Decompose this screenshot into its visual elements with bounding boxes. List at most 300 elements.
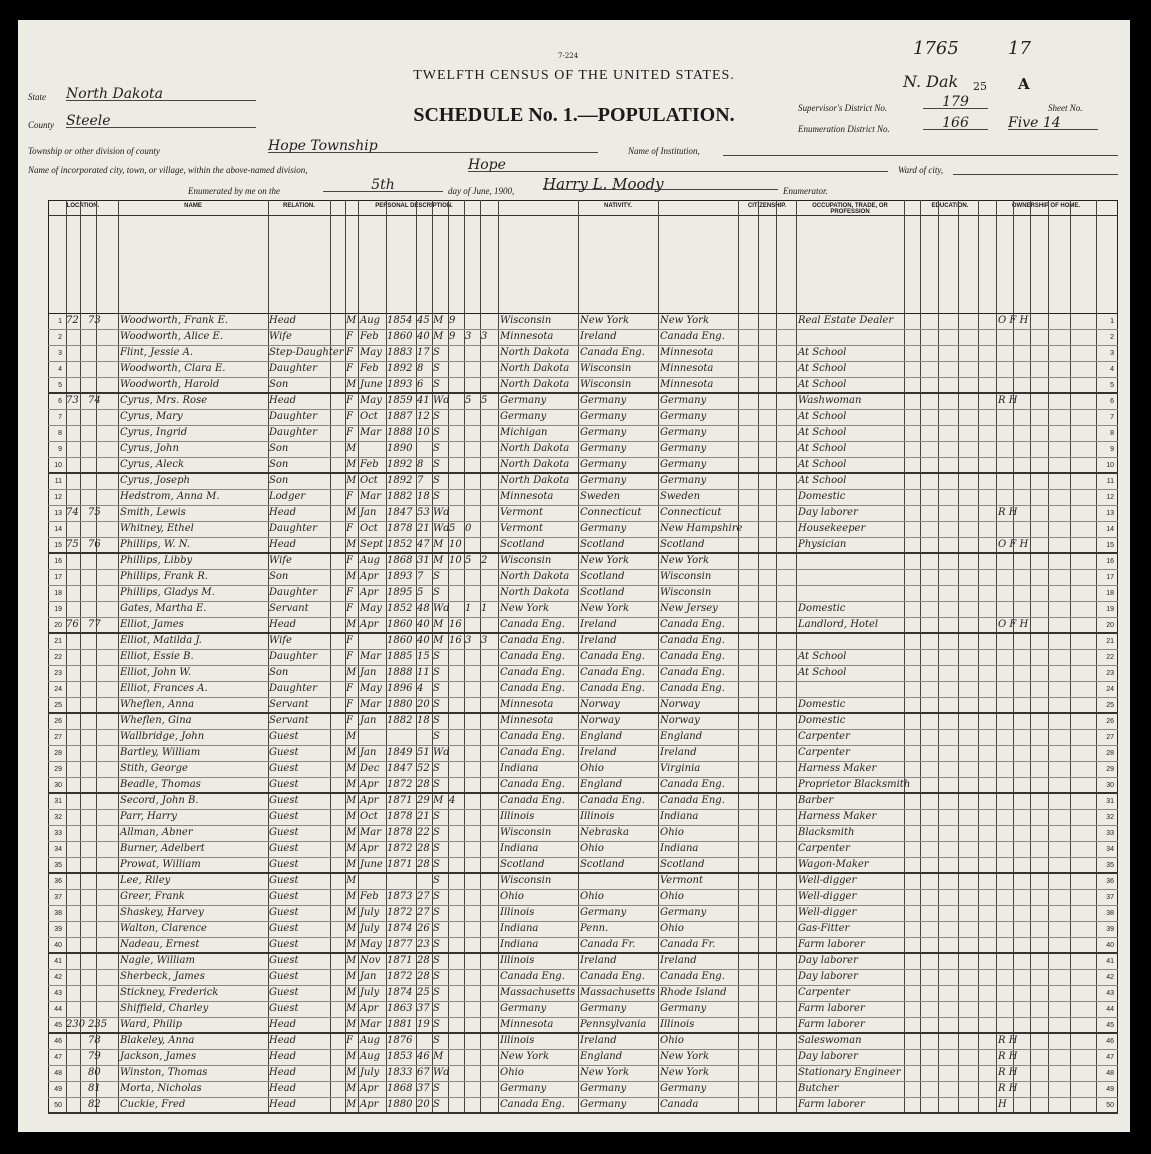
birth-year: 1863	[387, 1003, 413, 1014]
father-birthplace: Massachusetts	[580, 987, 656, 998]
person-name: Shiffield, Charley	[120, 1003, 209, 1014]
line-number: 23	[54, 670, 62, 677]
relation: Servant	[269, 699, 309, 710]
years-married: 9	[449, 331, 456, 342]
table-row	[48, 666, 1118, 682]
occupation: Barber	[798, 795, 834, 806]
relation: Guest	[269, 955, 299, 966]
birthplace: Indiana	[500, 939, 539, 950]
person-name: Elliot, John W.	[120, 667, 192, 678]
father-birthplace: New York	[580, 315, 629, 326]
line-number: 38	[54, 910, 62, 917]
marital-status: S	[433, 411, 440, 422]
person-name: Cyrus, Joseph	[120, 475, 190, 486]
birth-month: June	[360, 859, 383, 870]
mother-birthplace: Canada Eng.	[660, 971, 725, 982]
age: 11	[417, 667, 430, 678]
incorporated-value: Hope	[468, 157, 888, 172]
county-label: County	[28, 120, 54, 130]
line-number: 5	[1110, 382, 1114, 389]
father-birthplace: Canada Eng.	[580, 683, 645, 694]
age: 7	[417, 475, 424, 486]
relation: Daughter	[269, 651, 317, 662]
marital-status: Wd	[433, 523, 450, 534]
marital-status: S	[433, 427, 440, 438]
table-row	[48, 826, 1118, 842]
table-row	[48, 714, 1118, 730]
line-number: 1	[58, 318, 62, 325]
age: 6	[417, 379, 424, 390]
relation: Son	[269, 443, 289, 454]
marital-status: Wd	[433, 1067, 450, 1078]
age: 19	[417, 1019, 430, 1030]
line-number: 47	[54, 1054, 62, 1061]
birth-month: Aug	[360, 555, 381, 566]
sex: F	[346, 427, 353, 438]
birthplace: Indiana	[500, 843, 539, 854]
occupation: At School	[798, 379, 847, 390]
sex: M	[346, 507, 357, 518]
sex: F	[346, 699, 353, 710]
line-number: 14	[1106, 526, 1114, 533]
institution-line	[723, 141, 1118, 156]
birthplace: Wisconsin	[500, 315, 552, 326]
birth-year: 1892	[387, 475, 413, 486]
mother-birthplace: Canada Eng.	[660, 683, 725, 694]
sex: F	[346, 331, 353, 342]
age: 40	[417, 619, 430, 630]
line-number: 9	[1110, 446, 1114, 453]
father-birthplace: New York	[580, 603, 629, 614]
age: 47	[417, 539, 430, 550]
birth-month: May	[360, 347, 382, 358]
population-table	[48, 314, 1118, 1114]
line-number: 26	[54, 718, 62, 725]
mother-birthplace: Ohio	[660, 891, 684, 902]
home-ownership: O F H	[998, 315, 1029, 326]
birthplace: Canada Eng.	[500, 619, 565, 630]
line-number: 44	[1106, 1006, 1114, 1013]
relation: Guest	[269, 971, 299, 982]
father-birthplace: Penn.	[580, 923, 609, 934]
sex: F	[346, 523, 353, 534]
ward-label: Ward of city,	[898, 165, 944, 175]
birth-year: 1868	[387, 555, 413, 566]
sheet-label: Sheet No.	[1048, 103, 1083, 113]
group-ownership: OWNERSHIP OF HOME.	[1011, 203, 1081, 209]
dwelling-number: 76	[66, 619, 79, 630]
mother-birthplace: Ohio	[660, 923, 684, 934]
group-personal: PERSONAL DESCRIPTION.	[375, 203, 453, 209]
marital-status: S	[433, 939, 440, 950]
line-number: 22	[1106, 654, 1114, 661]
father-birthplace: Germany	[580, 411, 627, 422]
person-name: Woodworth, Harold	[120, 379, 220, 390]
sex: M	[346, 475, 357, 486]
mother-birthplace: New York	[660, 555, 709, 566]
birth-month: July	[360, 907, 380, 918]
birth-month: Jan	[360, 507, 377, 518]
birth-month: Aug	[360, 1051, 381, 1062]
line-number: 46	[54, 1038, 62, 1045]
occupation: Carpenter	[798, 987, 850, 998]
line-number: 5	[58, 382, 62, 389]
occupation: Domestic	[798, 699, 846, 710]
table-row	[48, 314, 1118, 330]
birth-year: 1882	[387, 491, 413, 502]
birth-month: Jan	[360, 667, 377, 678]
occupation: Saleswoman	[798, 1035, 862, 1046]
children-born: 5	[465, 395, 472, 406]
sex: M	[346, 779, 357, 790]
age: 27	[417, 891, 430, 902]
birthplace: Massachusetts	[500, 987, 576, 998]
home-ownership: R H	[998, 1051, 1018, 1062]
line-number: 12	[54, 494, 62, 501]
home-ownership: R H	[998, 1035, 1018, 1046]
occupation: Blacksmith	[798, 827, 855, 838]
birth-year: 1873	[387, 891, 413, 902]
birth-year: 1878	[387, 523, 413, 534]
relation: Guest	[269, 811, 299, 822]
enumerated-label: Enumerated by me on the	[188, 186, 280, 196]
mother-birthplace: New York	[660, 1067, 709, 1078]
occupation: Well-digger	[798, 907, 857, 918]
table-row	[48, 762, 1118, 778]
table-row	[48, 602, 1118, 618]
relation: Guest	[269, 939, 299, 950]
birth-year: 1878	[387, 827, 413, 838]
birthplace: Illinois	[500, 907, 535, 918]
marital-status: S	[433, 651, 440, 662]
sex: M	[346, 827, 357, 838]
birth-month: Apr	[360, 587, 379, 598]
marital-status: S	[433, 571, 440, 582]
occupation: Well-digger	[798, 875, 857, 886]
father-birthplace: Ohio	[580, 891, 604, 902]
person-name: Bartley, William	[120, 747, 201, 758]
relation: Step-Daughter	[269, 347, 344, 358]
age: 51	[417, 747, 430, 758]
mother-birthplace: Norway	[660, 715, 700, 726]
occupation: At School	[798, 475, 847, 486]
birth-year: 1888	[387, 427, 413, 438]
birth-month: Apr	[360, 1083, 379, 1094]
father-birthplace: Scotland	[580, 859, 625, 870]
relation: Head	[269, 1019, 297, 1030]
occupation: Day laborer	[798, 507, 858, 518]
marital-status: S	[433, 363, 440, 374]
home-ownership: R H	[998, 1067, 1018, 1078]
family-number: 82	[88, 1099, 101, 1110]
birth-month: July	[360, 987, 380, 998]
birth-year: 1887	[387, 411, 413, 422]
sex: F	[346, 683, 353, 694]
marital-status: S	[433, 987, 440, 998]
birthplace: North Dakota	[500, 363, 570, 374]
sex: M	[346, 955, 357, 966]
age: 20	[417, 1099, 430, 1110]
birth-month: May	[360, 939, 382, 950]
line-number: 43	[1106, 990, 1114, 997]
line-number: 19	[1106, 606, 1114, 613]
sex: M	[346, 843, 357, 854]
marital-status: M	[433, 619, 444, 630]
line-number: 50	[54, 1102, 62, 1109]
table-row	[48, 730, 1118, 746]
table-row	[48, 362, 1118, 378]
mother-birthplace: Norway	[660, 699, 700, 710]
father-birthplace: England	[580, 1051, 623, 1062]
birth-year: 1868	[387, 1083, 413, 1094]
mother-birthplace: Germany	[660, 459, 707, 470]
birth-month: Feb	[360, 331, 379, 342]
father-birthplace: Wisconsin	[580, 379, 632, 390]
marital-status: S	[433, 1003, 440, 1014]
age: 18	[417, 491, 430, 502]
birthplace: Canada Eng.	[500, 651, 565, 662]
age: 67	[417, 1067, 430, 1078]
occupation: Day laborer	[798, 1051, 858, 1062]
marital-status: S	[433, 811, 440, 822]
birthplace: Canada Eng.	[500, 731, 565, 742]
mother-birthplace: Connecticut	[660, 507, 722, 518]
mother-birthplace: Virginia	[660, 763, 701, 774]
person-name: Cyrus, Mary	[120, 411, 183, 422]
mother-birthplace: Ohio	[660, 827, 684, 838]
marital-status: S	[433, 827, 440, 838]
line-number: 39	[54, 926, 62, 933]
line-number: 17	[54, 574, 62, 581]
sheet-corner-number: 17	[1008, 38, 1031, 59]
family-number: 78	[88, 1035, 101, 1046]
birth-year: 1872	[387, 779, 413, 790]
birth-month: June	[360, 379, 383, 390]
relation: Head	[269, 539, 297, 550]
relation: Son	[269, 667, 289, 678]
sex: M	[346, 1003, 357, 1014]
birth-year: 1872	[387, 907, 413, 918]
person-name: Elliot, Matilda J.	[120, 635, 202, 646]
family-number: 76	[88, 539, 101, 550]
line-number: 8	[1110, 430, 1114, 437]
table-row	[48, 874, 1118, 890]
mother-birthplace: Minnesota	[660, 379, 714, 390]
person-name: Cyrus, Aleck	[120, 459, 185, 470]
birthplace: Canada Eng.	[500, 747, 565, 758]
relation: Guest	[269, 747, 299, 758]
line-number: 28	[54, 750, 62, 757]
occupation: Harness Maker	[798, 811, 877, 822]
person-name: Whitney, Ethel	[120, 523, 194, 534]
father-birthplace: Sweden	[580, 491, 621, 502]
mother-birthplace: Germany	[660, 443, 707, 454]
relation: Head	[269, 1035, 297, 1046]
marital-status: S	[433, 667, 440, 678]
birth-year: 1885	[387, 651, 413, 662]
table-row	[48, 490, 1118, 506]
family-number: 80	[88, 1067, 101, 1078]
group-relation: RELATION.	[283, 203, 315, 209]
sex: M	[346, 811, 357, 822]
line-number: 17	[1106, 574, 1114, 581]
line-number: 49	[54, 1086, 62, 1093]
line-number: 41	[54, 958, 62, 965]
marital-status: S	[433, 955, 440, 966]
line-number: 21	[1106, 638, 1114, 645]
person-name: Walton, Clarence	[120, 923, 207, 934]
person-name: Prowat, William	[120, 859, 201, 870]
relation: Head	[269, 1067, 297, 1078]
township-value: Hope Township	[268, 138, 598, 153]
father-birthplace: Germany	[580, 907, 627, 918]
birth-year: 1847	[387, 763, 413, 774]
birth-year: 1871	[387, 795, 413, 806]
dwelling-number: 72	[66, 315, 79, 326]
age: 41	[417, 395, 430, 406]
sex: F	[346, 1035, 353, 1046]
age: 28	[417, 859, 430, 870]
father-birthplace: Germany	[580, 395, 627, 406]
table-row	[48, 554, 1118, 570]
birth-month: Feb	[360, 459, 379, 470]
birth-year: 1833	[387, 1067, 413, 1078]
relation: Guest	[269, 987, 299, 998]
sex: M	[346, 1099, 357, 1110]
marital-status: M	[433, 315, 444, 326]
sex: M	[346, 1067, 357, 1078]
line-number: 50	[1106, 1102, 1114, 1109]
table-row	[48, 330, 1118, 346]
sex: F	[346, 491, 353, 502]
marital-status: S	[433, 347, 440, 358]
occupation: At School	[798, 667, 847, 678]
line-number: 41	[1106, 958, 1114, 965]
ward-line	[953, 160, 1118, 175]
supervisor-label: Supervisor's District No.	[798, 103, 888, 113]
relation: Guest	[269, 763, 299, 774]
group-citizenship: CITIZENSHIP.	[747, 203, 787, 209]
person-name: Elliot, Frances A.	[120, 683, 208, 694]
birthplace: North Dakota	[500, 379, 570, 390]
person-name: Wallbridge, John	[120, 731, 205, 742]
sex: F	[346, 555, 353, 566]
family-number: 75	[88, 507, 101, 518]
table-row	[48, 410, 1118, 426]
relation: Wife	[269, 555, 292, 566]
dwelling-number: 75	[66, 539, 79, 550]
age: 18	[417, 715, 430, 726]
mother-birthplace: Indiana	[660, 843, 699, 854]
person-name: Phillips, W. N.	[120, 539, 191, 550]
relation: Head	[269, 619, 297, 630]
children-born: 1	[465, 603, 472, 614]
birthplace: Indiana	[500, 763, 539, 774]
birth-month: Apr	[360, 795, 379, 806]
father-birthplace: Canada Eng.	[580, 795, 645, 806]
line-number: 39	[1106, 926, 1114, 933]
birth-year: 1849	[387, 747, 413, 758]
age: 46	[417, 1051, 430, 1062]
father-birthplace: Germany	[580, 1099, 627, 1110]
birth-month: May	[360, 603, 382, 614]
mother-birthplace: New Jersey	[660, 603, 718, 614]
age: 21	[417, 523, 430, 534]
children-living: 2	[481, 555, 488, 566]
birth-year: 1859	[387, 395, 413, 406]
line-number: 32	[1106, 814, 1114, 821]
dwelling-number: 230	[66, 1019, 86, 1030]
home-ownership: R H	[998, 507, 1018, 518]
table-row	[48, 954, 1118, 970]
birth-year: 1876	[387, 1035, 413, 1046]
birthplace: Minnesota	[500, 699, 554, 710]
mother-birthplace: New York	[660, 1051, 709, 1062]
birth-year: 1877	[387, 939, 413, 950]
table-row	[48, 426, 1118, 442]
marital-status: Wd	[433, 603, 450, 614]
home-ownership: R H	[998, 395, 1018, 406]
age: 8	[417, 363, 424, 374]
line-number: 45	[54, 1022, 62, 1029]
relation: Guest	[269, 779, 299, 790]
birth-month: Nov	[360, 955, 381, 966]
group-occupation: OCCUPATION, TRADE, OR PROFESSION	[812, 203, 888, 215]
person-name: Stickney, Frederick	[120, 987, 219, 998]
marital-status: S	[433, 859, 440, 870]
marital-status: S	[433, 971, 440, 982]
line-number: 22	[54, 654, 62, 661]
occupation: Domestic	[798, 491, 846, 502]
occupation: Farm laborer	[798, 939, 865, 950]
table-row	[48, 746, 1118, 762]
relation: Son	[269, 571, 289, 582]
person-name: Shaskey, Harvey	[120, 907, 204, 918]
birthplace: Ohio	[500, 891, 524, 902]
line-number: 13	[1106, 510, 1114, 517]
line-number: 11	[54, 478, 62, 485]
occupation: Landlord, Hotel	[798, 619, 879, 630]
table-row	[48, 986, 1118, 1002]
line-number: 1	[1110, 318, 1114, 325]
father-birthplace: Scotland	[580, 571, 625, 582]
father-birthplace: New York	[580, 1067, 629, 1078]
age: 15	[417, 651, 430, 662]
birthplace: North Dakota	[500, 347, 570, 358]
father-birthplace: Canada Eng.	[580, 651, 645, 662]
table-row	[48, 890, 1118, 906]
marital-status: S	[433, 1035, 440, 1046]
line-number: 49	[1106, 1086, 1114, 1093]
table-row	[48, 1098, 1118, 1114]
children-living: 5	[481, 395, 488, 406]
birth-year: 1872	[387, 843, 413, 854]
age: 4	[417, 683, 424, 694]
birthplace: Scotland	[500, 859, 545, 870]
table-row	[48, 906, 1118, 922]
table-row	[48, 1018, 1118, 1034]
father-birthplace: Ireland	[580, 747, 617, 758]
marital-status: M	[433, 555, 444, 566]
relation: Daughter	[269, 363, 317, 374]
page-number: 25	[973, 80, 987, 93]
person-name: Beadle, Thomas	[120, 779, 201, 790]
birth-month: Mar	[360, 699, 381, 710]
schedule-title: SCHEDULE No. 1.—POPULATION.	[413, 104, 735, 126]
age: 27	[417, 907, 430, 918]
birthplace: North Dakota	[500, 443, 570, 454]
children-born: 5	[465, 555, 472, 566]
